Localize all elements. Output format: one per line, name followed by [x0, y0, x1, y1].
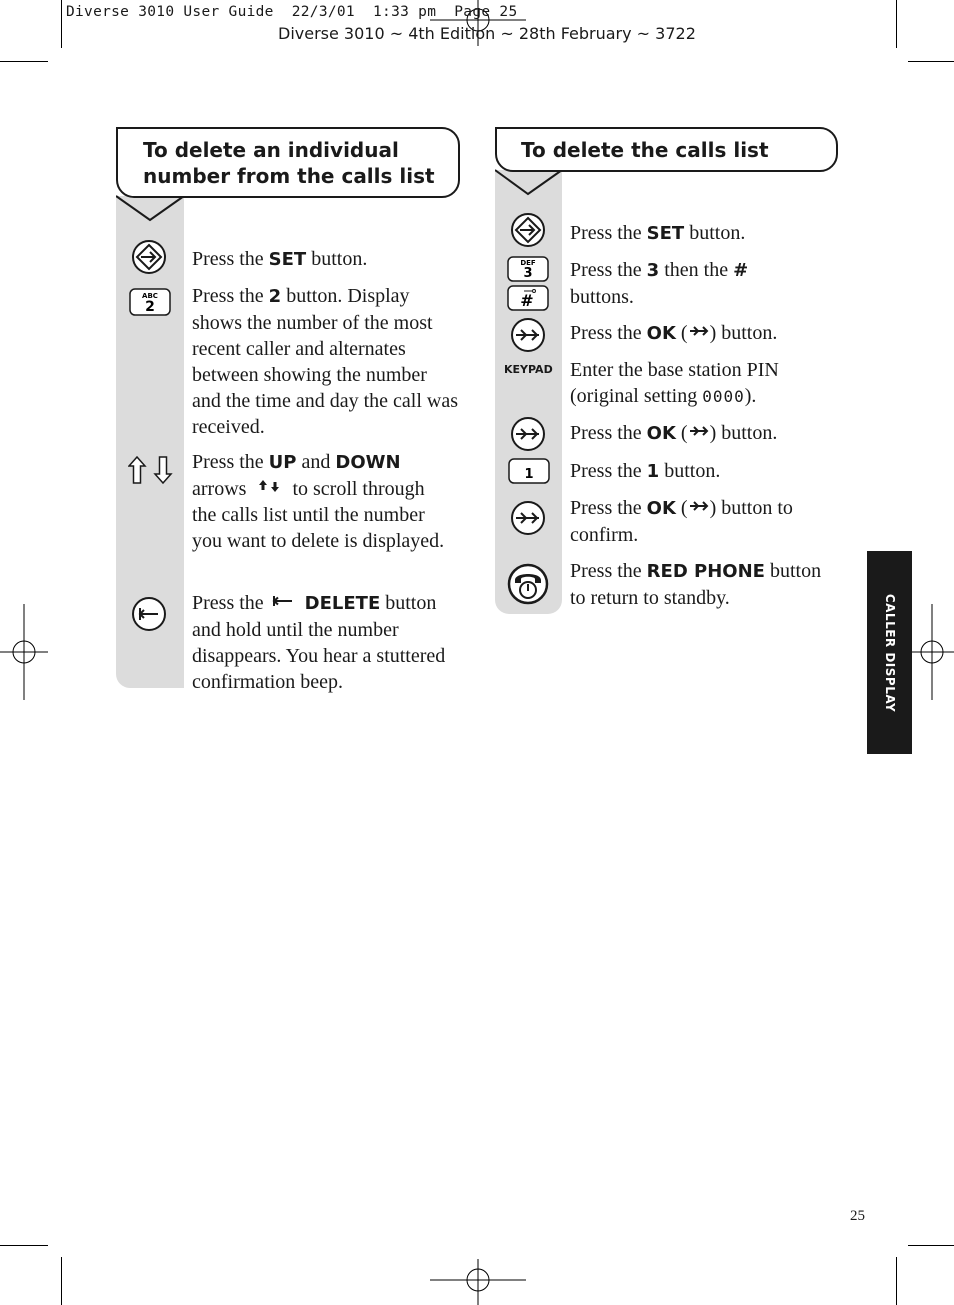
right-step-1	[570, 220, 840, 247]
step-key-name: 1	[646, 461, 660, 482]
svg-text:#: #	[520, 291, 534, 310]
step-text: Press the	[192, 451, 269, 473]
registration-mark-right	[906, 604, 954, 700]
section-side-tab	[867, 551, 912, 754]
crop-mark	[0, 61, 48, 62]
right-step-8	[570, 558, 840, 611]
step-text: Press the	[570, 259, 647, 281]
left-section-title-text: To delete an individual number from the calls list	[143, 138, 435, 188]
step-text: to scroll through the calls list until the number you want to delete is displayed.	[192, 478, 445, 552]
step-text: buttons.	[570, 286, 634, 308]
svg-text:3: 3	[523, 266, 533, 281]
registration-mark-bottom	[430, 1255, 526, 1305]
step-key-name: SET	[268, 249, 307, 270]
pin-value: 0000	[702, 387, 745, 406]
step-text: Press the	[570, 322, 647, 344]
hash-key-icon	[507, 285, 549, 311]
step-key-name: 2	[268, 286, 282, 307]
step-text: Press the	[570, 222, 647, 244]
crop-mark	[908, 61, 954, 62]
crop-mark	[908, 1245, 954, 1246]
edition-line: Diverse 3010 ~ 4th Edition ~ 28th February ~ 3722	[278, 24, 696, 43]
left-step-4	[192, 590, 460, 695]
key-3-icon	[507, 256, 549, 282]
step-key-name: OK	[646, 423, 676, 444]
step-text: button.	[659, 460, 721, 482]
svg-text:1: 1	[524, 467, 534, 482]
step-text: (	[675, 497, 688, 519]
step-key-name: OK	[646, 498, 676, 519]
set-button-icon	[131, 239, 167, 275]
step-key-name: OK	[646, 323, 676, 344]
step-key-name: SET	[646, 223, 685, 244]
step-text: (	[675, 422, 688, 444]
right-section-title	[495, 127, 838, 172]
step-text: Press the	[570, 560, 647, 582]
crop-mark	[0, 1245, 48, 1246]
up-down-arrows-icon	[128, 455, 174, 485]
set-button-icon	[510, 212, 546, 248]
step-text: Press the	[192, 248, 269, 270]
step-text: ) button.	[709, 322, 778, 344]
right-step-3	[570, 320, 840, 347]
crop-mark	[61, 0, 62, 48]
left-step-2	[192, 283, 460, 440]
ok-button-icon	[510, 317, 546, 353]
print-slug: Diverse 3010 User Guide 22/3/01 1:33 pm Page 25	[66, 4, 518, 20]
step-text: Press the	[570, 460, 647, 482]
step-text: Press the	[570, 422, 647, 444]
right-step-7	[570, 495, 832, 548]
step-text: Enter the base station PIN (original setting	[570, 359, 779, 407]
right-step-4	[570, 357, 830, 410]
step-text: Press the	[570, 497, 647, 519]
ok-button-icon	[510, 500, 546, 536]
svg-text:ABC: ABC	[142, 292, 158, 300]
step-text: (	[675, 322, 688, 344]
right-title-pointer	[495, 168, 565, 196]
delete-button-icon	[131, 596, 167, 632]
step-text: button to return to standby.	[570, 560, 822, 609]
svg-text:DEF: DEF	[520, 259, 536, 267]
key-1-icon	[508, 458, 550, 484]
step-text: then the	[659, 259, 734, 281]
right-step-2	[570, 257, 800, 310]
step-text: button.	[684, 222, 746, 244]
left-section-title	[116, 127, 460, 198]
left-title-pointer	[116, 194, 186, 222]
ok-button-icon	[510, 416, 546, 452]
red-phone-button-icon	[507, 563, 549, 605]
right-section-title-text: To delete the calls list	[521, 138, 769, 162]
step-key-name: DOWN	[335, 452, 401, 473]
ok-arrows-icon	[688, 425, 710, 437]
registration-mark-left	[0, 604, 50, 700]
keypad-label: KEYPAD	[504, 363, 553, 376]
page-number: 25	[850, 1208, 865, 1224]
step-text: button.	[306, 248, 368, 270]
step-text: button. Display shows the number of the most recent caller and alternates between showing the number and the time and day the call was received.	[192, 285, 459, 438]
step-text: button and hold until the number disappears. You hear a stuttered confirmation beep.	[192, 592, 446, 693]
key-2-icon	[129, 288, 171, 316]
left-step-3	[192, 449, 454, 554]
step-key-name: 3	[646, 260, 660, 281]
step-text: and	[296, 451, 336, 473]
left-step-1	[192, 246, 462, 273]
step-key-name: DELETE	[304, 593, 381, 614]
step-text: arrows	[192, 478, 247, 500]
delete-small-icon	[271, 594, 295, 608]
crop-mark	[896, 1257, 897, 1305]
step-text: ).	[744, 385, 757, 407]
right-step-6	[570, 458, 840, 485]
step-text: ) button.	[709, 422, 778, 444]
side-tab-label: CALLER DISPLAY	[882, 593, 897, 712]
step-key-name: #	[733, 260, 749, 281]
crop-mark	[896, 0, 897, 48]
step-text: Press the	[192, 592, 269, 614]
crop-mark	[61, 1257, 62, 1305]
ok-arrows-icon	[688, 500, 710, 512]
step-text: ) button to confirm.	[570, 497, 793, 546]
ok-arrows-icon	[688, 325, 710, 337]
step-text: Press the	[192, 285, 269, 307]
step-key-name: UP	[268, 452, 297, 473]
right-step-5	[570, 420, 840, 447]
up-down-small-icon	[257, 479, 285, 493]
step-key-name: RED PHONE	[646, 561, 765, 582]
svg-text:2: 2	[145, 299, 155, 315]
